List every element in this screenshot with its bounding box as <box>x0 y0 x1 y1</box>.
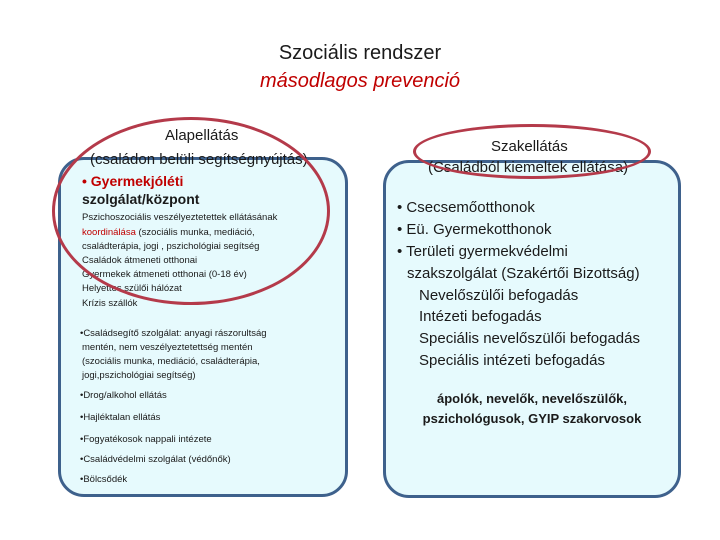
left-highlight-oval <box>52 117 330 305</box>
right-item-specialis-intezeti: Speciális intézeti befogadás <box>419 352 605 369</box>
right-item-specialis-nevelszuloi: Speciális nevelőszülői befogadás <box>419 330 640 347</box>
koordinalasa-highlight: koordinálása <box>82 227 136 238</box>
block1-line-3: családterápia, jogi , pszichológiai segítség <box>82 241 260 252</box>
bullet-hajlektalan: •Hajléktalan ellátás <box>80 412 161 423</box>
block2-line-4: jogi,pszichológiai segítség) <box>82 370 196 381</box>
left-heading-sub: (családon belüli segítségnyújtás) <box>90 151 308 168</box>
right-item-csecsemootthonok: • Csecsemőotthonok <box>397 199 535 216</box>
block1-line-4: Családok átmeneti otthonai <box>82 255 198 266</box>
right-item-eu-gyermekotthonok: • Eü. Gyermekotthonok <box>397 221 552 238</box>
right-heading-sub: (Családból kiemeltek ellátása) <box>428 159 629 176</box>
right-item-intezeti: Intézeti befogadás <box>419 308 542 325</box>
block1-line-5: Gyermekek átmeneti otthonai (0-18 év) <box>82 269 247 280</box>
right-highlight-oval <box>413 124 651 179</box>
highlight-szolgalat-kozpont: szolgálat/központ <box>82 191 200 207</box>
right-item-nevelszuloi: Nevelőszülői befogadás <box>419 287 579 304</box>
highlight-gyermekjoleti: • Gyermekjóléti <box>82 173 184 189</box>
block1-line-1: Pszichoszociális veszélyeztetettek ellátásának <box>82 212 278 223</box>
block1-line-7: Krízis szállók <box>82 298 138 309</box>
staff-line-2: pszichológusok, GYIP szakorvosok <box>422 411 642 426</box>
bullet-csaladvedelmi: •Családvédelmi szolgálat (védőnők) <box>80 454 231 465</box>
block2-line-2: mentén, nem veszélyeztetettség mentén <box>82 342 253 353</box>
block2-line-3: (szociális munka, mediáció, családterápia, <box>82 356 260 367</box>
right-item-teruleti: • Területi gyermekvédelmi <box>397 243 568 260</box>
bullet-fogyatekosok: •Fogyatékosok nappali intézete <box>80 434 212 445</box>
right-item-szakszolgalat: szakszolgálat (Szakértői Bizottság) <box>407 265 640 282</box>
block1-line-2-rest: (szociális munka, mediáció, <box>135 227 255 238</box>
right-heading: Szakellátás <box>491 138 568 155</box>
slide-title: Szociális rendszer <box>278 42 442 64</box>
staff-line-1: ápolók, nevelők, nevelőszülők, <box>436 391 627 406</box>
slide-subtitle: másodlagos prevenció <box>259 70 461 92</box>
left-heading: Alapellátás <box>165 127 239 144</box>
block1-line-6: Helyettes szülői hálózat <box>82 283 182 294</box>
block2-line-1: •Családsegítő szolgálat: anyagi rászorultság <box>80 328 267 339</box>
bullet-drog-alkohol: •Drog/alkohol ellátás <box>80 390 167 401</box>
bullet-bolcsodek: •Bölcsődék <box>80 474 128 485</box>
